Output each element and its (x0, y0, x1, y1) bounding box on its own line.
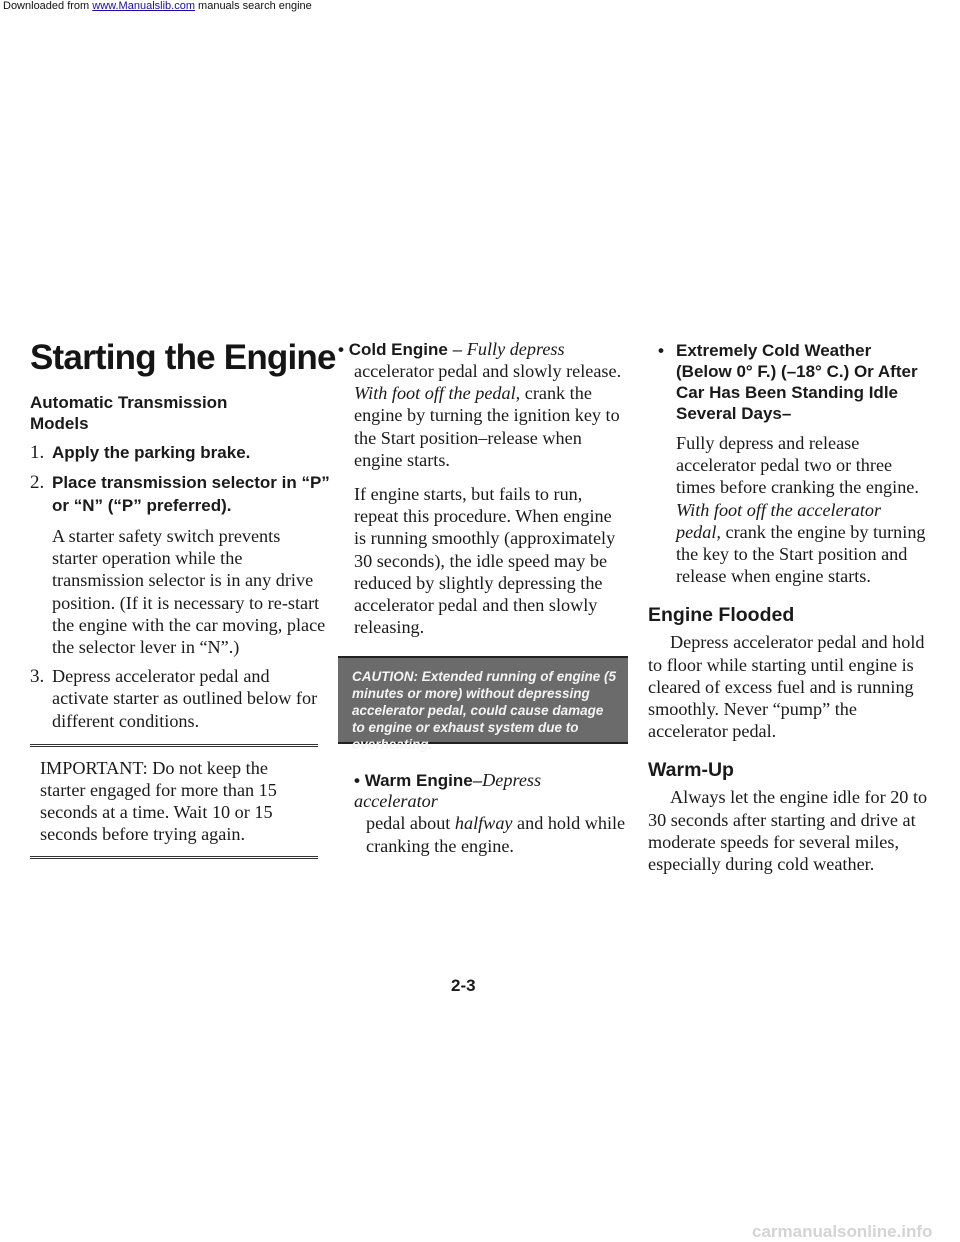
cold-engine-body (338, 360, 628, 471)
middle-column (338, 330, 628, 857)
cold-engine-bullet: • (338, 340, 344, 359)
extreme-cold-section (648, 340, 930, 587)
transmission-subheading: Automatic Transmission Models (30, 393, 228, 433)
page-number: 2-3 (451, 976, 476, 995)
extreme-cold-heading (658, 340, 930, 424)
extreme-cold-body-2: crank the engine by turning the key to the Start position and release when engine starts. (676, 521, 926, 587)
repeat-procedure-text: If engine starts, but fails to run, repeat this procedure. When engine is running smoothly (approximately 30 seconds), the idle speed may be reduced by slightly depressing the accelerator pedal and then slowly releasing. (354, 484, 616, 638)
step-1-heading: Apply the parking brake. (52, 443, 251, 462)
step-2 (30, 471, 330, 658)
cold-engine-dash: – (447, 340, 467, 359)
step-3-number: 3. (30, 666, 45, 688)
manualslib-link[interactable]: www.Manualslib.com (92, 0, 195, 12)
cold-engine-body-2: crank the engine by turning the ignition key to the Start position–release when engine starts. (354, 383, 620, 470)
engine-flooded-body: Depress accelerator pedal and hold to floor while starting until engine is cleared of excess fuel and is running smoothly. Never “pump” the accelerator pedal. (648, 632, 925, 742)
step-3-body: Depress accelerator pedal and activate starter as outlined below for different conditions. (52, 666, 318, 731)
warm-engine-body-italic: halfway (454, 813, 513, 834)
warm-engine-dash: – (472, 771, 483, 791)
cold-engine-body-1: accelerator pedal and slowly release. (354, 361, 622, 381)
step-1-number: 1. (30, 442, 45, 463)
warm-engine-title: Warm Engine (364, 771, 473, 791)
engine-flooded-heading: Engine Flooded (648, 604, 795, 627)
warm-engine-heading (338, 770, 628, 812)
download-header (0, 0, 312, 14)
warm-engine-body-2: and hold while cranking the engine. (366, 813, 626, 856)
step-1 (30, 441, 330, 464)
header-prefix: Downloaded from (3, 0, 93, 12)
extreme-cold-body (658, 432, 930, 587)
step-3 (30, 665, 330, 732)
cold-engine-head-italic: Fully depress (466, 339, 565, 359)
warm-engine-body (338, 812, 628, 856)
extreme-cold-title: Extremely Cold Weather (Below 0° F.) (–18° C.) Or After Car Has Been Standing Idle Several Days– (676, 341, 918, 423)
warm-engine-body-1: pedal about (366, 813, 451, 834)
warm-engine-section (338, 770, 628, 856)
warm-up-body: Always let the engine idle for 20 to 30 seconds after starting and drive at moderate speeds for several miles, especially during cold weather. (648, 787, 928, 875)
caution-box: CAUTION: Extended running of engine (5 minutes or more) without depressing accelerator pedal, could cause damage to engine or exhaust system due to overheating. (338, 656, 628, 744)
left-column (30, 330, 336, 859)
step-2-heading: Place transmission selector in “P” or “N” (“P” preferred). (52, 473, 330, 515)
warm-engine-head-italic: Depress accelerator (354, 770, 542, 812)
watermark: carmanualsonline.info (752, 1222, 933, 1241)
extreme-cold-body-italic: With foot off the accelerator pedal, (676, 499, 882, 542)
cold-engine-title: Cold Engine (348, 340, 448, 359)
important-notice: IMPORTANT: Do not keep the starter engaged for more than 15 seconds at a time. Wait 10 or 15 seconds before trying again. (30, 744, 318, 859)
right-column (648, 330, 930, 875)
extreme-cold-body-1: Fully depress and release accelerator pedal two or three times before cranking the engine. (676, 433, 919, 498)
step-2-body: A starter safety switch prevents starter operation while the transmission selector is in any drive position. (If it is necessary to re-start the engine with the car moving, place the selector lever in “N”.) (52, 526, 326, 658)
extreme-cold-bullet: • (658, 341, 664, 360)
warm-engine-bullet: • (354, 771, 360, 791)
header-suffix: manuals search engine (194, 0, 312, 12)
cold-engine-heading (338, 339, 628, 360)
warm-up-heading: Warm-Up (648, 759, 734, 782)
page-title: Starting the Engine (30, 338, 336, 377)
step-2-number: 2. (30, 472, 45, 493)
cold-engine-body-italic: With foot off the pedal, (354, 383, 521, 404)
cold-engine-section (338, 339, 628, 471)
